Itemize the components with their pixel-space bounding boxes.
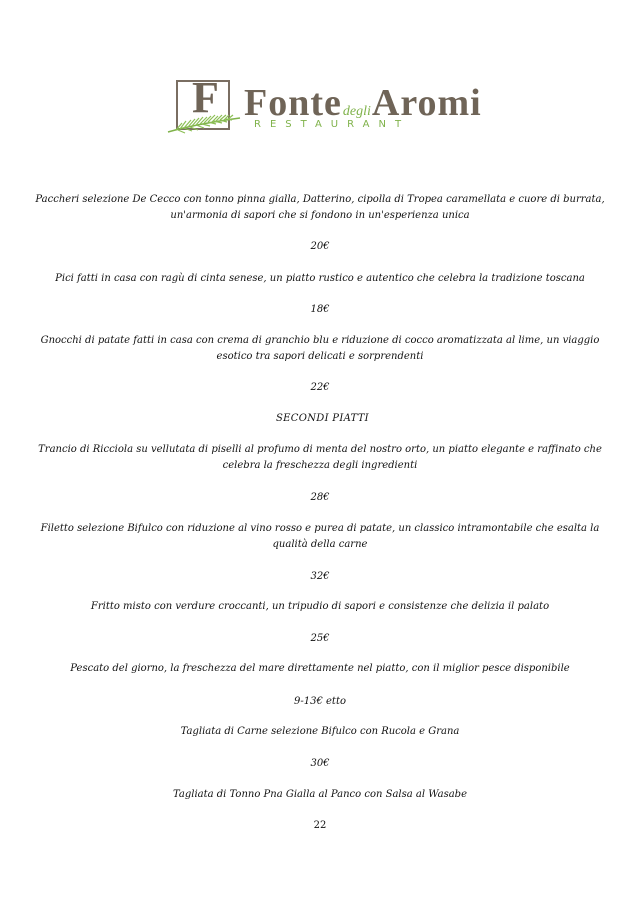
dish-description: un'armonia di sapori che si fondono in un'esperienza unica bbox=[170, 210, 470, 221]
dish-price: 18€ bbox=[310, 304, 330, 315]
logo-word-fonte: Fonte bbox=[244, 82, 342, 124]
dish-price: 25€ bbox=[310, 633, 330, 644]
dish-price: 30€ bbox=[310, 758, 330, 769]
logo-letter: F bbox=[192, 73, 219, 122]
logo-wordmark bbox=[244, 84, 482, 122]
dish-price: 32€ bbox=[310, 571, 330, 582]
dish-description: Trancio di Ricciola su vellutata di piselli al profumo di menta del nostro orto, un piatto elegante e raffinato che bbox=[38, 444, 602, 455]
logo-monogram bbox=[170, 73, 230, 130]
dish-description: Pici fatti in casa con ragù di cinta senese, un piatto rustico e autentico che celebra la tradizione toscana bbox=[55, 273, 585, 284]
logo-subtitle: RESTAURANT bbox=[254, 119, 411, 130]
rosemary-branch-icon bbox=[166, 110, 242, 134]
dish-description: Gnocchi di patate fatti in casa con crema di granchio blu e riduzione di cocco aromatizzata al lime, un viaggio bbox=[40, 335, 600, 346]
dish-description: Fritto misto con verdure croccanti, un tripudio di sapori e consistenze che delizia il palato bbox=[90, 601, 550, 612]
dish-description: Tagliata di Tonno Pna Gialla al Panco con Salsa al Wasabe bbox=[172, 789, 467, 800]
dish-price: 9-13€ etto bbox=[294, 696, 346, 707]
logo-word-aromi: Aromi bbox=[371, 82, 482, 124]
dish-description: celebra la freschezza degli ingredienti bbox=[222, 460, 418, 471]
dish-description: Tagliata di Carne selezione Bifulco con Rucola e Grana bbox=[180, 726, 460, 737]
dish-description: esotico tra sapori delicati e sorprendenti bbox=[216, 351, 424, 362]
dish-description: qualità della carne bbox=[272, 539, 368, 550]
section-title-secondi: SECONDI PIATTI bbox=[276, 413, 369, 424]
restaurant-logo bbox=[166, 73, 538, 134]
logo-word-degli: degli bbox=[342, 104, 371, 119]
dish-price: 20€ bbox=[310, 241, 330, 252]
dish-description: Filetto selezione Bifulco con riduzione al vino rosso e purea di patate, un classico intramontabile che esalta la bbox=[40, 523, 600, 534]
page-number: 22 bbox=[313, 820, 327, 831]
dish-price: 22€ bbox=[310, 382, 330, 393]
dish-description: Pescato del giorno, la freschezza del mare direttamente nel piatto, con il miglior pesce disponibile bbox=[70, 663, 570, 674]
dish-price: 28€ bbox=[310, 492, 330, 503]
dish-description: Paccheri selezione De Cecco con tonno pinna gialla, Datterino, cipolla di Tropea caramellata e cuore di burrata, bbox=[35, 194, 605, 205]
